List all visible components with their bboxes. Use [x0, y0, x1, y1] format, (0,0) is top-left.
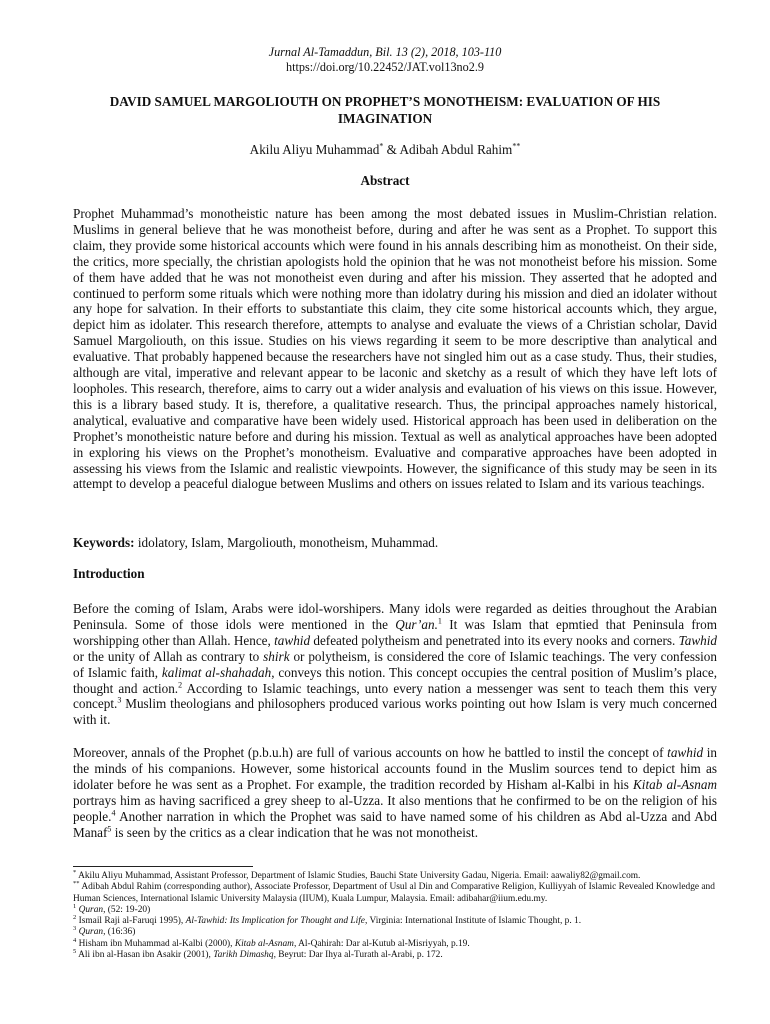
author-1-mark: *: [379, 141, 384, 151]
journal-citation: Jurnal Al-Tamaddun, Bil. 13 (2), 2018, 103-110: [268, 45, 502, 59]
text-run: or polytheism, is considered the core of Islamic teachings. The very confession of Islamic faith,: [73, 648, 717, 680]
abstract-heading: Abstract: [360, 173, 410, 188]
footnote-2: [73, 916, 723, 927]
footnote-mark: 4: [73, 936, 77, 944]
footnote-mark: *: [73, 868, 77, 876]
footnote-ref[interactable]: 4: [111, 808, 116, 818]
text-run: portrays him as having sacrificed a grey sheep to al-Uzza. It also mentions that he confirmed to be on the religion of his people.: [73, 792, 717, 824]
introduction-paragraph-1: [73, 601, 717, 728]
footnote-4: [73, 936, 723, 950]
footnote-text: Hisham ibn Muhammad al-Kalbi (2000),: [76, 938, 235, 949]
footnote-text: (16:36): [105, 927, 136, 938]
introduction-heading: Introduction: [73, 566, 145, 581]
text-run: is seen by the critics as a clear indication that he was not monotheist.: [111, 824, 479, 840]
author-2-mark: **: [512, 141, 521, 151]
footnote-text: , Beyrut: Dar Ihya al-Turath al-Arabi, p. 172.: [273, 950, 443, 961]
author-separator: &: [383, 142, 400, 157]
footnote-ref[interactable]: 2: [178, 680, 183, 690]
text-run: defeated polytheism and penetrated into its every nooks and corners.: [310, 632, 679, 648]
text-run: or the unity of Allah as contrary to: [73, 648, 264, 664]
text-run: Before the coming of Islam, Arabs were idol-worshipers. Many idols were regarded as deities throughout the Arabian Peninsula. Some of those idols were mentioned in the: [73, 601, 717, 632]
footnote-mark: 5: [73, 947, 77, 955]
italic-term: kalimat al-shahadah: [161, 664, 272, 680]
text-run: It was Islam that epmtied that Peninsula from worshipping other than Allah. Hence,: [73, 616, 717, 648]
italic-term: Kitab al-Asnam: [633, 776, 717, 792]
footnote-text: , Al-Qahirah: Dar al-Kutub al-Misriyyah, p.19.: [293, 938, 470, 949]
footnote-5: [73, 947, 723, 961]
footnote-text: , (52: 19-20): [103, 904, 151, 915]
footnote-mark: 3: [73, 925, 77, 933]
italic-term: tawhid: [667, 745, 704, 760]
footnotes: [73, 868, 723, 961]
paper-title: DAVID SAMUEL MARGOLIOUTH ON PROPHET’S MONOTHEISM: EVALUATION OF HIS IMAGINATION: [109, 94, 661, 126]
footnote-italic: Quran: [76, 904, 104, 915]
footnote-author-2: [73, 882, 723, 905]
footnote-text: Adibah Abdul Rahim (corresponding author), Associate Professor, Department of Usul al Din and Comparative Religion, Kulliyyah of Islamic Revealed Knowledge and Human Sciences, International Islamic University Malaysia (IIUM), Kuala Lumpur, Malaysia. Email: adibahar@iium.edu.my.: [73, 882, 715, 904]
keywords-text: idolatory, Islam, Margoliouth, monotheism, Muhammad.: [134, 535, 439, 550]
footnote-text: , Virginia: International Institute of Islamic Thought, p. 1.: [364, 916, 582, 927]
keywords-line: [73, 535, 438, 551]
footnote-mark: **: [73, 880, 80, 888]
italic-term: Tawhid: [678, 632, 717, 648]
footnote-text: Akilu Aliyu Muhammad, Assistant Professor, Department of Islamic Studies, Bauchi State University Gadau, Nigeria. Email: aawaliy82@gmail.com.: [76, 871, 641, 881]
introduction-paragraph-2: [73, 745, 717, 840]
text-run: Muslim theologians and philosophers produced various works pointing out how Islam is very much concerned with it.: [73, 696, 717, 728]
italic-term: shirk: [263, 648, 290, 664]
text-run: According to Islamic teachings, unto every nation a messenger was sent to teach them this very concept.: [73, 680, 718, 712]
text-run: Moreover, annals of the Prophet (p.b.u.h) are full of various accounts on how he battled to instil the concept of: [73, 745, 668, 760]
footnote-italic: Al-Tawhid: Its Implication for Thought and Life: [185, 916, 365, 927]
author-1: Akilu Aliyu Muhammad: [249, 142, 380, 157]
footnote-3: [73, 927, 723, 938]
text-run: in the minds of his companions. However, some historical accounts found in the Muslim sources tend to depict him as idolater before he was sent as a Prophet. For example, the tradition recorded by Hisham al-Kalbi in his: [73, 745, 717, 792]
footnote-divider: [73, 866, 253, 867]
footnote-1: [73, 902, 723, 916]
italic-term: tawhid: [274, 632, 311, 648]
doi-link[interactable]: https://doi.org/10.22452/JAT.vol13no2.9: [286, 60, 484, 74]
footnote-ref[interactable]: 3: [117, 696, 122, 706]
footnote-text: Ismail Raji al-Faruqi 1995),: [76, 916, 186, 927]
text-run: Another narration in which the Prophet was said to have named some of his children as Abd al-Uzza and Abd Manaf: [73, 808, 717, 840]
abstract-text: Prophet Muhammad’s monotheistic nature has been among the most debated issues in Muslim-Christian relation. Muslims in general believe that he was monotheist before, during and after he was sent as a Prophet. To support this claim, they provide some historical accounts which were found in his annals describing him as monotheist. On their side, the critics, more specially, the christian apologists hold the opinion that he was not monotheist before his mission. Some of them have added that he was not monotheist even during and after his mission. They asserted that he adopted and continued to perform some rituals which were nothing more than idolatry during his mission and died an idolater without any hope for salvation. In their efforts to substantiate this claim, they cite some historical accounts which, they argue, depict him as idolater. This research therefore, attempts to analyse and evaluate the views of a Christian scholar, David Samuel Margoliouth, on this issue. Studies on his views regarding it seem to be more descriptive than analytical and evaluative. That probably happened because the researchers have not singled him out as a case study. Thus, their studies, although are vital, imperative and relevant appear to be laconic and sketchy as a result of which they have left lots of loopholes. This research, therefore, aims to carry out a wider analysis and evaluation of his views on this issue. However, this is a library based study. It is, therefore, a qualitative research. Thus, the principal approaches namely historical, analytical, evaluative and comparative have been widely used. Historical approach has been used in deliberation on the Prophet’s monotheistic nature before and during his mission. Textual as well as analytical approaches have been adopted in exploring his views on the Prophet’s monotheism. Evaluative and comparative approaches have been adopted in assessing his views from the Islamic and realistic viewpoints. However, the significance of this study may be seen in its attempt to develop a peaceful dialogue between Muslims and others on issues related to Islam and its various teachings.: [73, 206, 717, 492]
footnote-text: Ali ibn al-Hasan ibn Asakir (2001),: [76, 950, 214, 961]
footnote-ref[interactable]: 5: [107, 824, 112, 834]
footnote-author-1: [73, 868, 723, 882]
footnote-italic: Kitab al-Asnam: [234, 938, 294, 949]
author-2: Adibah Abdul Rahim: [399, 142, 513, 157]
text-run: , conveys this notion. This concept occupies the central position of Muslim’s place, thought and action.: [73, 664, 718, 696]
footnote-mark: 1: [73, 902, 77, 910]
footnote-ref[interactable]: 1: [437, 616, 442, 626]
italic-term: Qur’an.: [395, 616, 438, 632]
footnote-mark: 2: [73, 914, 77, 922]
footnote-italic: Tarikh Dimashq: [213, 950, 274, 961]
footnote-italic: Quran,: [76, 927, 106, 938]
keywords-label: Keywords:: [73, 535, 135, 550]
author-line: [0, 141, 770, 158]
